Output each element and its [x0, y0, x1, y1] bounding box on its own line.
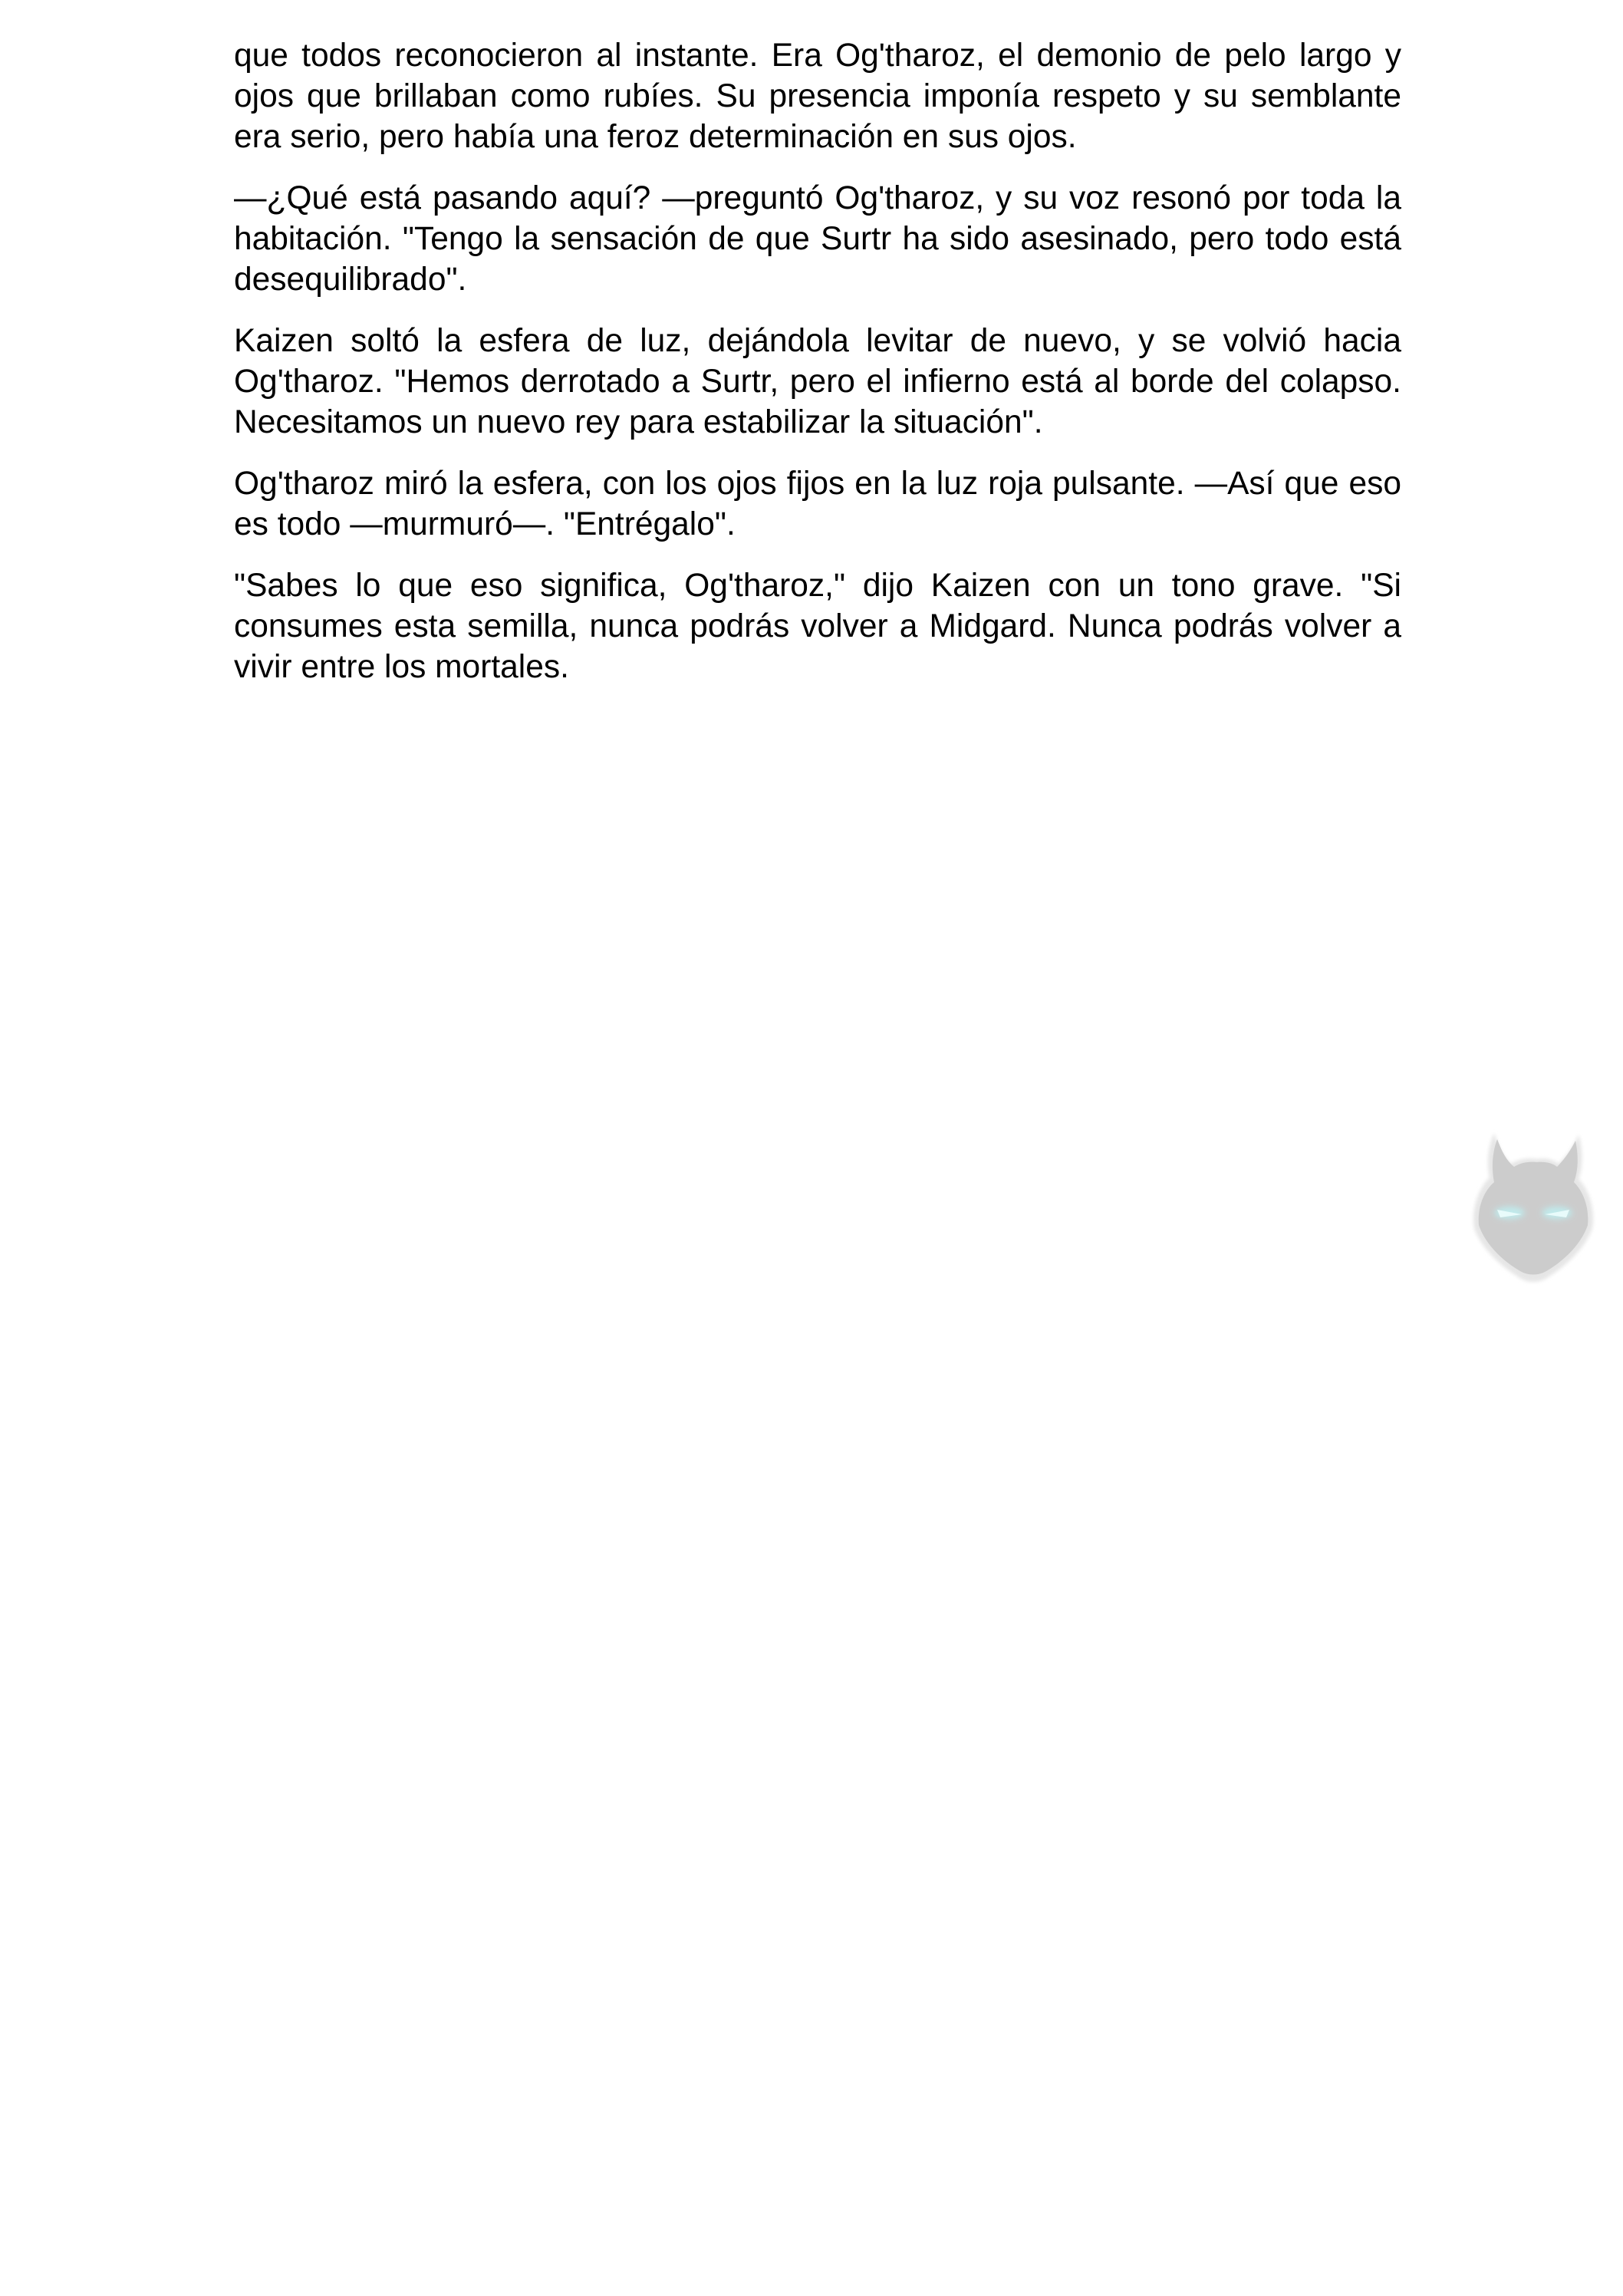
paragraph-3: Kaizen soltó la esfera de luz, dejándola levitar de nuevo, y se volvió hacia Og'tharoz. "Hemos derrotado a Surtr, pero el infierno está al borde del colapso. Necesitamos un nuevo rey para estabilizar la situación".: [234, 323, 1401, 440]
paragraph-4: Og'tharoz miró la esfera, con los ojos fijos en la luz roja pulsante. —Así que eso es todo —murmuró—. "Entrégalo".: [234, 466, 1401, 542]
demon-head-icon: [1463, 1124, 1603, 1293]
paragraph-2: —¿Qué está pasando aquí? —preguntó Og'tharoz, y su voz resonó por toda la habitación. "Tengo la sensación de que Surtr ha sido asesinado, pero todo está desequilibrado".: [234, 180, 1401, 298]
paragraph-5: "Sabes lo que eso significa, Og'tharoz," dijo Kaizen con un tono grave. "Si consumes esta semilla, nunca podrás volver a Midgard. Nunca podrás volver a vivir entre los mortales.: [234, 568, 1401, 685]
paragraph-1: que todos reconocieron al instante. Era Og'tharoz, el demonio de pelo largo y ojos que brillaban como rubíes. Su presencia imponía respeto y su semblante era serio, pero había una feroz determinación en sus ojos.: [234, 38, 1401, 155]
page-body: [234, 35, 1401, 708]
